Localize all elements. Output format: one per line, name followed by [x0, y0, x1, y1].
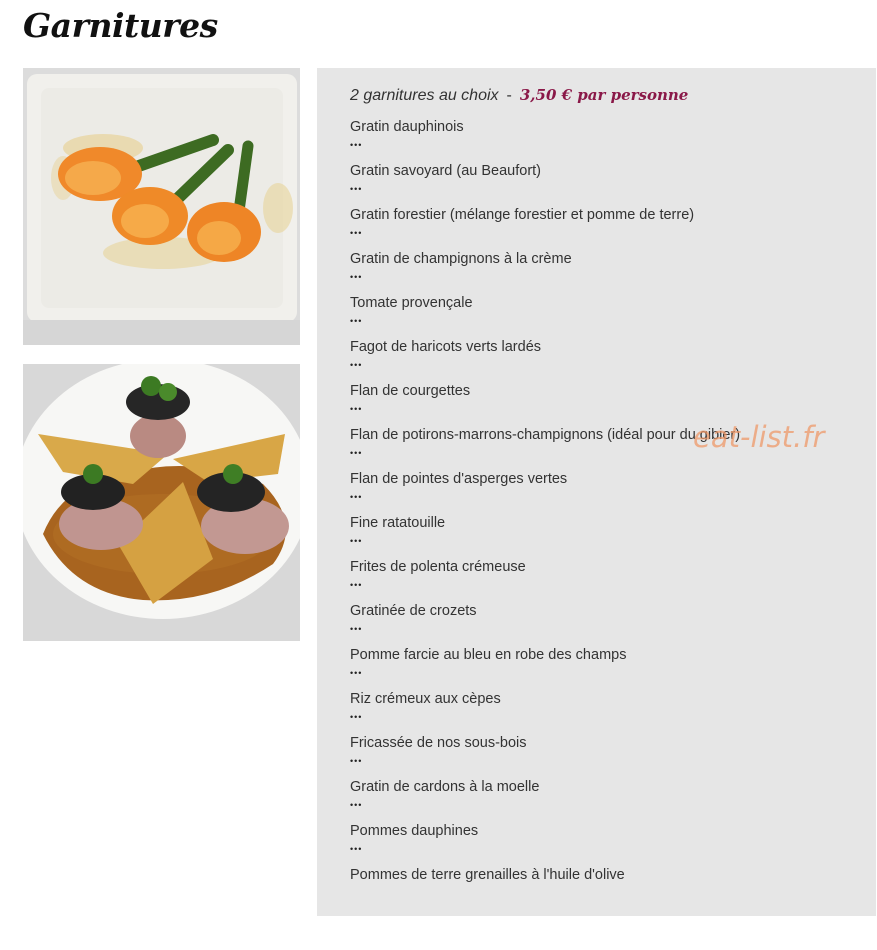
- item-separator: •••: [350, 536, 363, 546]
- item-separator: •••: [350, 800, 363, 810]
- garniture-name: Fagot de haricots verts lardés: [350, 339, 542, 355]
- list-item: [350, 206, 740, 250]
- garniture-name: Gratin forestier (mélange forestier et pomme de terre): [350, 207, 695, 223]
- list-item: [350, 822, 740, 866]
- list-item: [350, 118, 740, 162]
- list-item: [350, 162, 740, 206]
- garniture-name: Riz crémeux aux cèpes: [350, 691, 501, 707]
- garniture-name: Fine ratatouille: [350, 515, 446, 531]
- list-item: [350, 690, 740, 734]
- list-item: [350, 426, 740, 470]
- garniture-name: Pommes de terre grenailles à l'huile d'olive: [350, 867, 625, 883]
- item-separator: •••: [350, 756, 363, 766]
- list-item: [350, 382, 740, 426]
- garnitures-menu-panel: [317, 68, 876, 916]
- photo-meat-with-gratin: [23, 364, 300, 641]
- item-separator: •••: [350, 404, 363, 414]
- watermark: eat-list.fr: [693, 420, 825, 454]
- garniture-name: Gratin dauphinois: [350, 119, 464, 135]
- list-item: [350, 514, 740, 558]
- garniture-name: Flan de courgettes: [350, 383, 471, 399]
- list-item: [350, 250, 740, 294]
- item-separator: •••: [350, 492, 363, 502]
- list-item: [350, 778, 740, 822]
- garniture-name: Frites de polenta crémeuse: [350, 559, 526, 575]
- item-separator: •••: [350, 228, 363, 238]
- list-item: [350, 646, 740, 690]
- list-item: [350, 470, 740, 514]
- item-separator: •••: [350, 844, 363, 854]
- garniture-name: Flan de pointes d'asperges vertes: [350, 471, 568, 487]
- garniture-name: Gratin savoyard (au Beaufort): [350, 163, 542, 179]
- item-separator: •••: [350, 624, 363, 634]
- garniture-name: Tomate provençale: [350, 295, 473, 311]
- menu-choice-text: 2 garnitures au choix: [350, 87, 499, 104]
- item-separator: •••: [350, 272, 363, 282]
- item-separator: •••: [350, 448, 363, 458]
- item-separator: •••: [350, 360, 363, 370]
- photo-stuffed-zucchini-flowers: [23, 68, 300, 345]
- item-separator: •••: [350, 140, 363, 150]
- menu-header-separator: -: [506, 87, 512, 104]
- list-item: [350, 866, 740, 910]
- garniture-name: Gratinée de crozets: [350, 603, 477, 619]
- garniture-name: Pommes dauphines: [350, 823, 479, 839]
- page-title: Garnitures: [23, 6, 218, 45]
- list-item: [350, 558, 740, 602]
- garniture-name: Pomme farcie au bleu en robe des champs: [350, 647, 627, 663]
- item-separator: •••: [350, 184, 363, 194]
- list-item: [350, 338, 740, 382]
- list-item: [350, 602, 740, 646]
- garnitures-list: [350, 118, 740, 910]
- list-item: [350, 294, 740, 338]
- item-separator: •••: [350, 580, 363, 590]
- list-item: [350, 734, 740, 778]
- garniture-name: Gratin de cardons à la moelle: [350, 779, 540, 795]
- garniture-name: Gratin de champignons à la crème: [350, 251, 572, 267]
- item-separator: •••: [350, 316, 363, 326]
- menu-price: 3,50 € par personne: [519, 86, 689, 104]
- garniture-name: Fricassée de nos sous-bois: [350, 735, 527, 751]
- item-separator: •••: [350, 668, 363, 678]
- item-separator: •••: [350, 712, 363, 722]
- menu-header: [350, 86, 688, 105]
- garniture-name: Flan de potirons-marrons-champignons (idéal pour du gibier): [350, 427, 741, 443]
